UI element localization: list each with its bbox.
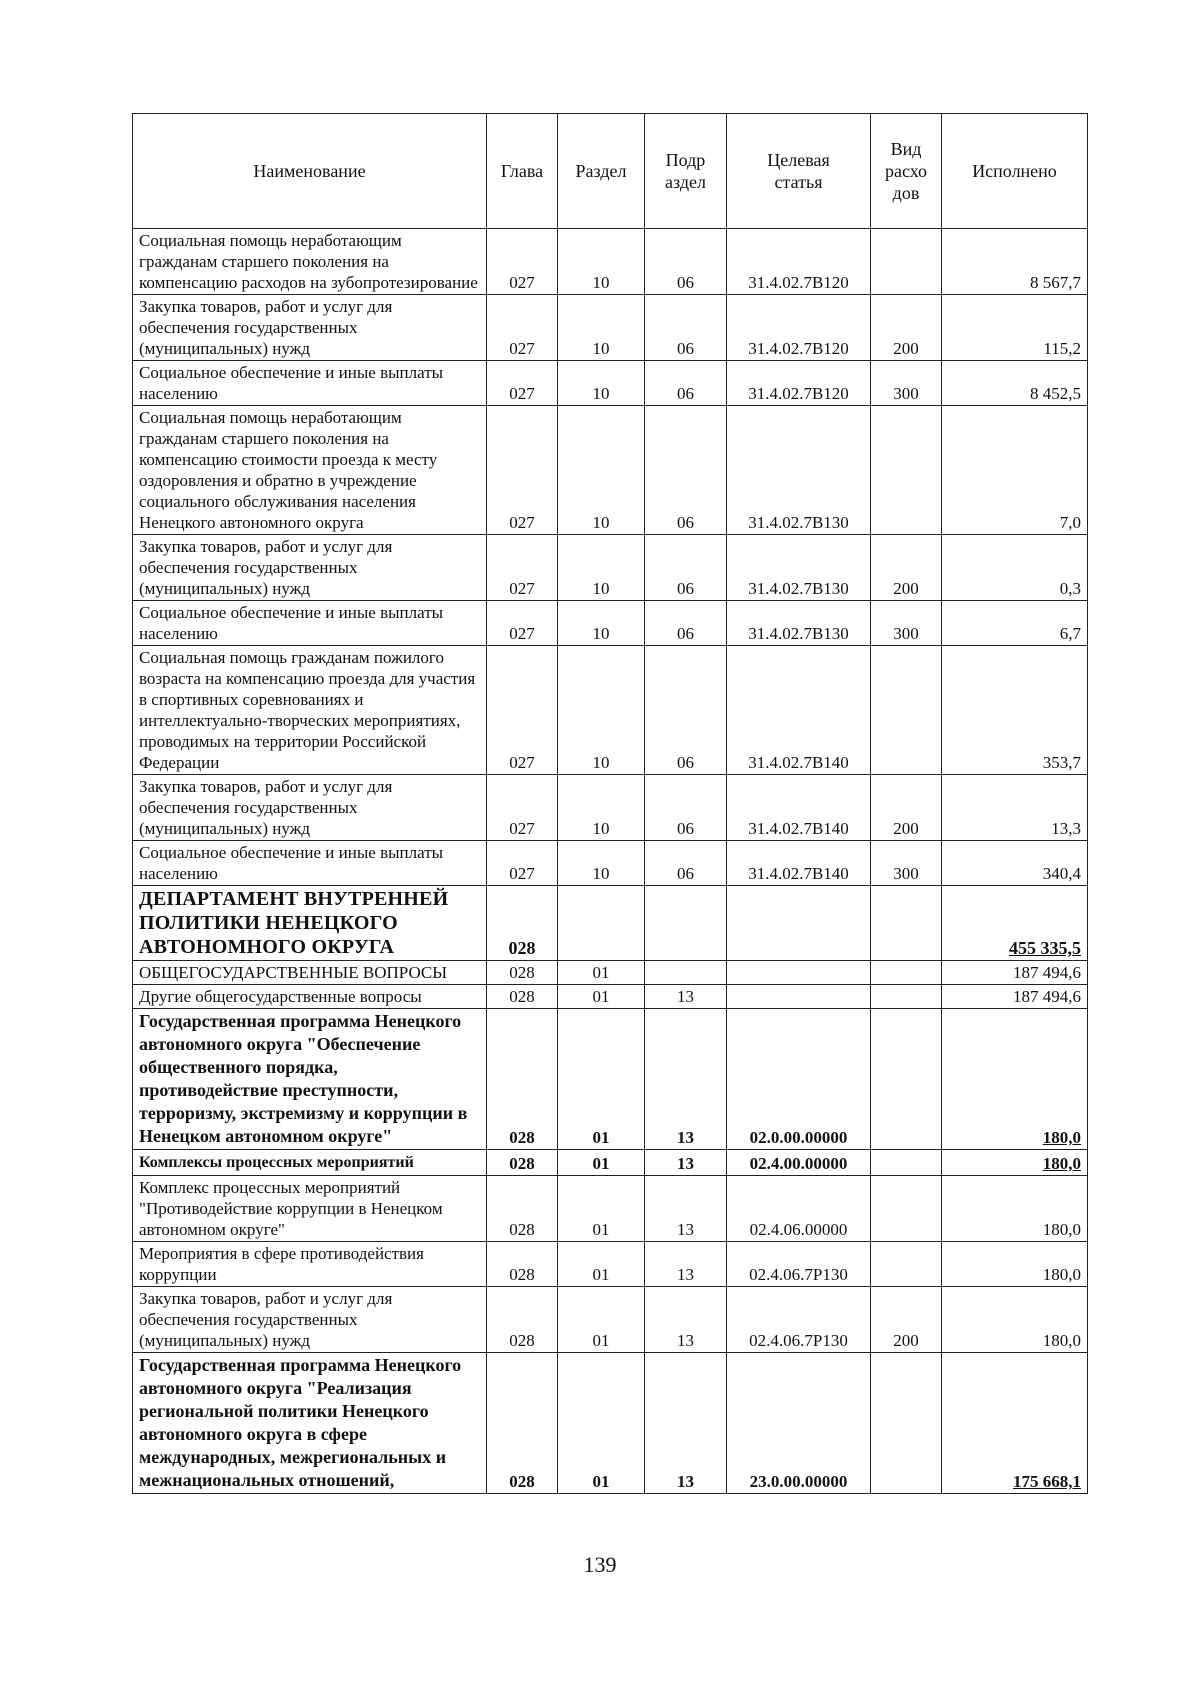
row-name: Закупка товаров, работ и услуг для обеспечения государственных (муниципальных) нужд	[133, 1287, 487, 1353]
row-vid	[871, 406, 942, 535]
row-statya: 02.0.00.00000	[727, 1009, 871, 1150]
row-statya: 02.4.06.7Р130	[727, 1287, 871, 1353]
row-vid: 200	[871, 1287, 942, 1353]
row-ispolneno: 180,0	[942, 1009, 1088, 1150]
row-podrazdel: 06	[645, 406, 727, 535]
row-glava: 028	[487, 1287, 558, 1353]
row-name: Государственная программа Ненецкого автономного округа "Реализация региональной политики Ненецкого автономного округа в сфере международных, межрегиональных и межнациональных отношений,	[133, 1353, 487, 1494]
row-glava: 028	[487, 985, 558, 1009]
table-row	[133, 985, 1088, 1009]
row-vid: 300	[871, 841, 942, 886]
row-ispolneno: 7,0	[942, 406, 1088, 535]
row-razdel: 01	[558, 961, 645, 985]
row-podrazdel: 13	[645, 1287, 727, 1353]
row-podrazdel: 06	[645, 601, 727, 646]
row-ispolneno: 187 494,6	[942, 985, 1088, 1009]
row-ispolneno: 187 494,6	[942, 961, 1088, 985]
table-row-complex	[133, 1150, 1088, 1176]
row-statya: 31.4.02.7В140	[727, 646, 871, 775]
row-name: Социальная помощь гражданам пожилого возраста на компенсацию проезда для участия в спортивных соревнованиях и интеллектуально-творческих мероприятиях, проводимых на территории Российской Федерации	[133, 646, 487, 775]
row-name: Закупка товаров, работ и услуг для обеспечения государственных (муниципальных) нужд	[133, 775, 487, 841]
row-vid: 200	[871, 535, 942, 601]
row-razdel: 10	[558, 601, 645, 646]
row-ispolneno: 13,3	[942, 775, 1088, 841]
table-header-row	[133, 114, 1088, 229]
table-row	[133, 961, 1088, 985]
row-name: Социальная помощь неработающим гражданам старшего поколения на компенсацию расходов на зубопротезирование	[133, 229, 487, 295]
row-glava: 027	[487, 535, 558, 601]
row-podrazdel: 13	[645, 1009, 727, 1150]
row-glava: 027	[487, 295, 558, 361]
row-razdel: 01	[558, 1176, 645, 1242]
header-vid: Вид расхо дов	[871, 114, 942, 229]
row-statya: 23.0.00.00000	[727, 1353, 871, 1494]
row-vid	[871, 886, 942, 961]
header-name: Наименование	[133, 114, 487, 229]
row-razdel: 10	[558, 361, 645, 406]
row-glava: 028	[487, 1242, 558, 1287]
row-ispolneno: 180,0	[942, 1150, 1088, 1176]
row-podrazdel: 06	[645, 295, 727, 361]
row-statya: 02.4.06.00000	[727, 1176, 871, 1242]
row-statya: 02.4.06.7Р130	[727, 1242, 871, 1287]
table-row	[133, 601, 1088, 646]
row-glava: 027	[487, 841, 558, 886]
row-name: Государственная программа Ненецкого автономного округа "Обеспечение общественного порядка, противодействие преступности, терроризму, экстремизму и коррупции в Ненецком автономном округе"	[133, 1009, 487, 1150]
row-razdel: 10	[558, 406, 645, 535]
row-vid	[871, 961, 942, 985]
row-glava: 027	[487, 361, 558, 406]
expenditure-table	[132, 113, 1088, 1494]
row-glava: 028	[487, 961, 558, 985]
row-vid	[871, 1242, 942, 1287]
row-glava: 028	[487, 1150, 558, 1176]
row-razdel: 10	[558, 295, 645, 361]
row-vid	[871, 1150, 942, 1176]
table-row	[133, 775, 1088, 841]
row-statya: 31.4.02.7В120	[727, 229, 871, 295]
row-razdel: 01	[558, 1242, 645, 1287]
row-podrazdel: 13	[645, 1353, 727, 1494]
row-podrazdel: 06	[645, 229, 727, 295]
row-vid	[871, 1176, 942, 1242]
row-vid: 200	[871, 295, 942, 361]
row-glava: 027	[487, 601, 558, 646]
row-razdel: 01	[558, 1009, 645, 1150]
row-ispolneno: 180,0	[942, 1176, 1088, 1242]
header-ispolneno: Исполнено	[942, 114, 1088, 229]
row-ispolneno: 0,3	[942, 535, 1088, 601]
row-razdel	[558, 886, 645, 961]
row-glava: 027	[487, 229, 558, 295]
row-name: ДЕПАРТАМЕНТ ВНУТРЕННЕЙ ПОЛИТИКИ НЕНЕЦКОГО АВТОНОМНОГО ОКРУГА	[133, 886, 487, 961]
row-name: Мероприятия в сфере противодействия коррупции	[133, 1242, 487, 1287]
row-statya: 02.4.00.00000	[727, 1150, 871, 1176]
row-glava: 028	[487, 1176, 558, 1242]
table-row	[133, 841, 1088, 886]
table-row	[133, 1287, 1088, 1353]
row-podrazdel	[645, 886, 727, 961]
row-statya: 31.4.02.7В130	[727, 406, 871, 535]
row-razdel: 01	[558, 985, 645, 1009]
row-razdel: 10	[558, 229, 645, 295]
row-statya	[727, 886, 871, 961]
row-name: Социальное обеспечение и иные выплаты населению	[133, 361, 487, 406]
row-vid	[871, 646, 942, 775]
table-row	[133, 1176, 1088, 1242]
table-row-department	[133, 886, 1088, 961]
row-ispolneno: 8 567,7	[942, 229, 1088, 295]
row-ispolneno: 340,4	[942, 841, 1088, 886]
row-glava: 027	[487, 646, 558, 775]
row-razdel: 01	[558, 1150, 645, 1176]
row-statya: 31.4.02.7В120	[727, 361, 871, 406]
table-row	[133, 406, 1088, 535]
row-statya: 31.4.02.7В130	[727, 535, 871, 601]
row-statya: 31.4.02.7В140	[727, 841, 871, 886]
row-podrazdel: 06	[645, 535, 727, 601]
row-razdel: 10	[558, 775, 645, 841]
row-ispolneno: 455 335,5	[942, 886, 1088, 961]
header-razdel: Раздел	[558, 114, 645, 229]
header-podrazdel: Подр аздел	[645, 114, 727, 229]
row-vid: 300	[871, 601, 942, 646]
row-name: Другие общегосударственные вопросы	[133, 985, 487, 1009]
row-name: Социальное обеспечение и иные выплаты населению	[133, 841, 487, 886]
row-statya: 31.4.02.7В120	[727, 295, 871, 361]
row-razdel: 10	[558, 841, 645, 886]
row-podrazdel	[645, 961, 727, 985]
row-statya	[727, 985, 871, 1009]
row-vid	[871, 985, 942, 1009]
row-statya: 31.4.02.7В130	[727, 601, 871, 646]
row-ispolneno: 180,0	[942, 1242, 1088, 1287]
row-ispolneno: 6,7	[942, 601, 1088, 646]
row-podrazdel: 13	[645, 1176, 727, 1242]
row-name: ОБЩЕГОСУДАРСТВЕННЫЕ ВОПРОСЫ	[133, 961, 487, 985]
row-glava: 028	[487, 1353, 558, 1494]
table-row	[133, 295, 1088, 361]
row-glava: 028	[487, 886, 558, 961]
row-ispolneno: 115,2	[942, 295, 1088, 361]
row-ispolneno: 175 668,1	[942, 1353, 1088, 1494]
row-podrazdel: 06	[645, 361, 727, 406]
row-podrazdel: 13	[645, 1242, 727, 1287]
row-name: Закупка товаров, работ и услуг для обеспечения государственных (муниципальных) нужд	[133, 295, 487, 361]
table-row	[133, 1242, 1088, 1287]
row-ispolneno: 180,0	[942, 1287, 1088, 1353]
table-row	[133, 646, 1088, 775]
header-statya: Целевая статья	[727, 114, 871, 229]
row-podrazdel: 13	[645, 985, 727, 1009]
table-row-program	[133, 1353, 1088, 1494]
row-name: Комплекс процессных мероприятий "Противодействие коррупции в Ненецком автономном округе"	[133, 1176, 487, 1242]
row-name: Закупка товаров, работ и услуг для обеспечения государственных (муниципальных) нужд	[133, 535, 487, 601]
row-podrazdel: 06	[645, 841, 727, 886]
row-podrazdel: 13	[645, 1150, 727, 1176]
table-row	[133, 535, 1088, 601]
table-row	[133, 361, 1088, 406]
table-row	[133, 229, 1088, 295]
table-row-program	[133, 1009, 1088, 1150]
row-podrazdel: 06	[645, 775, 727, 841]
row-statya: 31.4.02.7В140	[727, 775, 871, 841]
row-name: Социальная помощь неработающим гражданам старшего поколения на компенсацию стоимости проезда к месту оздоровления и обратно в учреждение социального обслуживания населения Ненецкого автономного округа	[133, 406, 487, 535]
row-ispolneno: 8 452,5	[942, 361, 1088, 406]
row-vid	[871, 229, 942, 295]
row-razdel: 10	[558, 646, 645, 775]
row-razdel: 10	[558, 535, 645, 601]
header-glava: Глава	[487, 114, 558, 229]
row-vid: 300	[871, 361, 942, 406]
row-vid	[871, 1353, 942, 1494]
row-razdel: 01	[558, 1353, 645, 1494]
row-statya	[727, 961, 871, 985]
row-vid	[871, 1009, 942, 1150]
row-name: Социальное обеспечение и иные выплаты населению	[133, 601, 487, 646]
row-glava: 027	[487, 775, 558, 841]
row-vid: 200	[871, 775, 942, 841]
row-glava: 027	[487, 406, 558, 535]
row-ispolneno: 353,7	[942, 646, 1088, 775]
row-podrazdel: 06	[645, 646, 727, 775]
row-razdel: 01	[558, 1287, 645, 1353]
row-name: Комплексы процессных мероприятий	[133, 1150, 487, 1176]
row-glava: 028	[487, 1009, 558, 1150]
page-number: 139	[583, 1552, 617, 1577]
